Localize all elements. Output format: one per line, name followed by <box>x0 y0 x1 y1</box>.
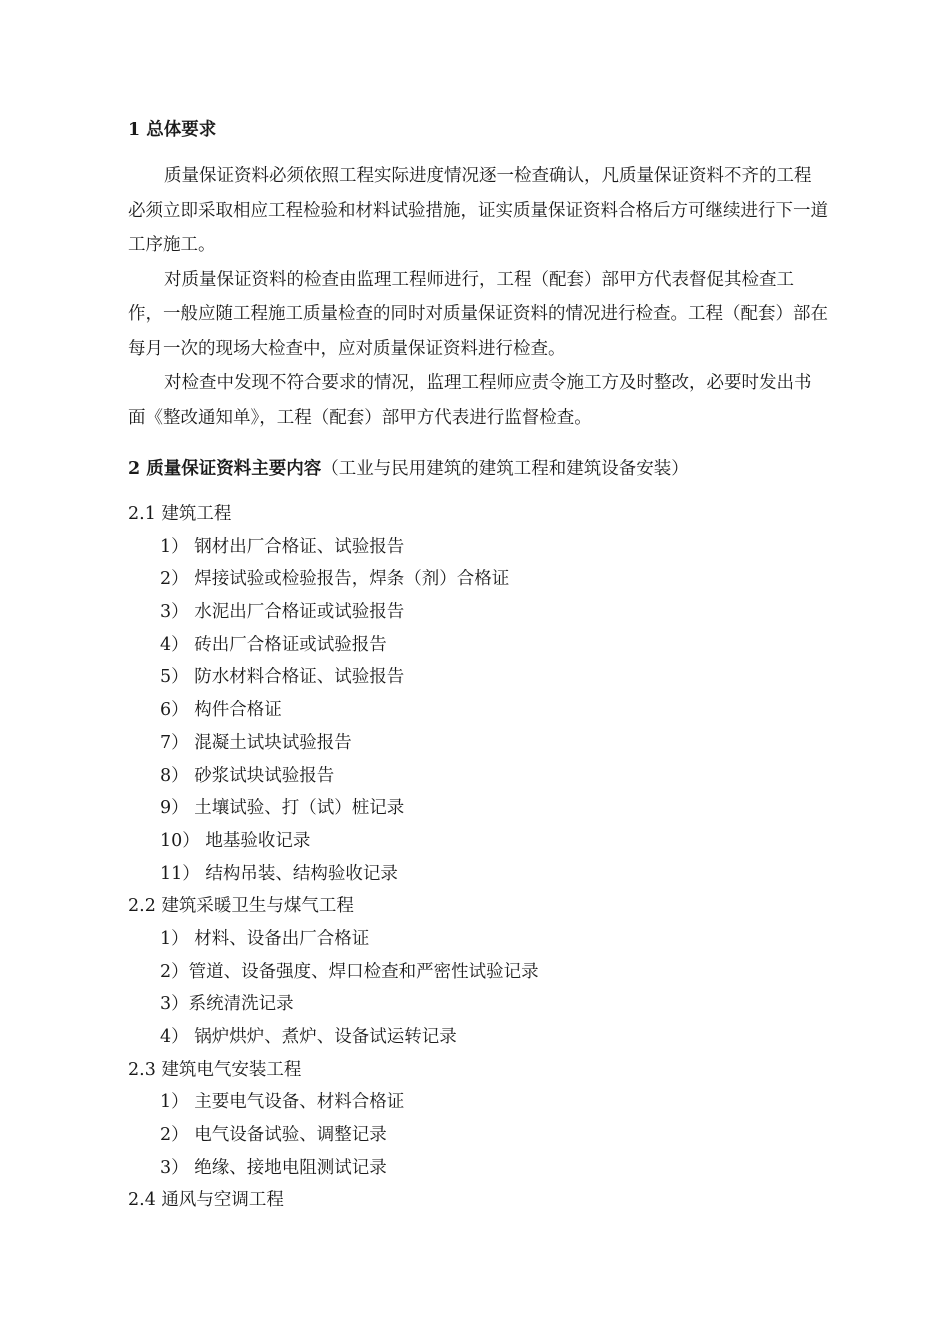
list-item: 9） 土壤试验、打（试）桩记录 <box>160 798 405 819</box>
list-item: 5） 防水材料合格证、试验报告 <box>160 667 405 688</box>
list-item: 3） 绝缘、接地电阻测试记录 <box>160 1157 387 1178</box>
list-item: 3）系统清洗记录 <box>160 994 294 1015</box>
list-item: 2） 电气设备试验、调整记录 <box>160 1125 387 1146</box>
subsection-title: 2.3 建筑电气安装工程 <box>128 1059 302 1080</box>
document-body <box>128 114 828 1217</box>
spacer <box>128 147 828 159</box>
list-item: 1） 材料、设备出厂合格证 <box>160 928 370 949</box>
list-item: 2）管道、设备强度、焊口检查和严密性试验记录 <box>160 961 539 982</box>
section-1-heading: 1 总体要求 <box>128 120 217 140</box>
subsection-title: 2.2 建筑采暖卫生与煤气工程 <box>128 896 354 917</box>
section-2-note: （工业与民用建筑的建筑工程和建筑设备安装） <box>321 459 689 479</box>
section-2-heading <box>128 453 828 486</box>
section-1-paragraph-1: 质量保证资料必须依照工程实际进度情况逐一检查确认，凡质量保证资料不齐的工程必须立即采取相应工程检验和材料试验措施，证实质量保证资料合格后方可继续进行下一道工序施工。 <box>128 166 828 255</box>
list-item: 6） 构件合格证 <box>160 700 282 721</box>
spacer <box>128 486 828 498</box>
section-1-paragraph-3: 对检查中发现不符合要求的情况，监理工程师应责令施工方及时整改，必要时发出书面《整改通知单》，工程（配套）部甲方代表进行监督检查。 <box>128 373 812 428</box>
list-item: 1） 钢材出厂合格证、试验报告 <box>160 536 405 557</box>
list-item: 11） 结构吊装、结构验收记录 <box>160 863 398 884</box>
list-item: 4） 砖出厂合格证或试验报告 <box>160 634 387 655</box>
spacer <box>128 435 828 453</box>
list-item: 4） 锅炉烘炉、煮炉、设备试运转记录 <box>160 1027 457 1047</box>
subsection-title: 2.1 建筑工程 <box>128 504 232 524</box>
list-item: 3） 水泥出厂合格证或试验报告 <box>160 602 405 623</box>
section-1-paragraph-2: 对质量保证资料的检查由监理工程师进行，工程（配套）部甲方代表督促其检查工作，一般应随工程施工质量检查的同时对质量保证资料的情况进行检查。工程（配套）部在每月一次的现场大检查中，应对质量保证资料进行检查。 <box>128 269 828 359</box>
list-item: 8） 砂浆试块试验报告 <box>160 765 335 786</box>
list-item: 2） 焊接试验或检验报告，焊条（剂）合格证 <box>160 569 510 590</box>
list-item: 1） 主要电气设备、材料合格证 <box>160 1092 405 1113</box>
list-item: 10） 地基验收记录 <box>160 830 311 851</box>
list-item: 7） 混凝土试块试验报告 <box>160 732 352 753</box>
section-2-title: 2 质量保证资料主要内容 <box>128 459 322 479</box>
subsection-title: 2.4 通风与空调工程 <box>128 1190 284 1211</box>
